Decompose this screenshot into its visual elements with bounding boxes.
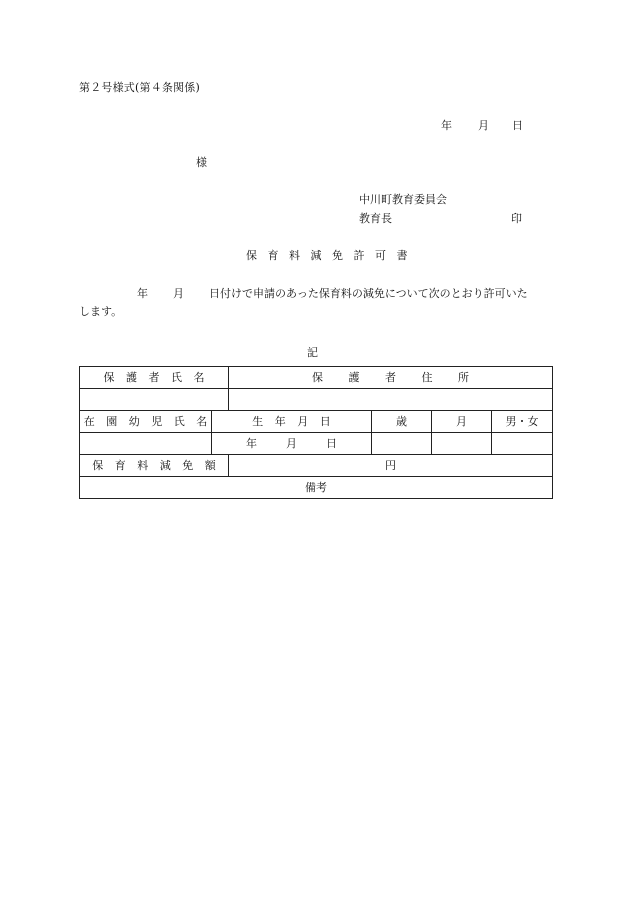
form-number: 第２号様式(第４条関係) [79,81,200,94]
guardian-address-header: 保 護 者 住 所 [229,367,553,389]
birthdate-field[interactable] [212,433,372,455]
body-text-line1: 日付けで申請のあった保育料の減免について次のとおり許可いた [209,287,528,300]
reduction-amount-field[interactable] [229,455,553,477]
permit-record-table [79,366,553,499]
age-years-header: 歳 [372,411,432,433]
birth-month-label: 月 [286,437,297,450]
table-row [80,367,553,389]
birth-day-label: 日 [326,437,337,450]
body-year-label: 年 [137,287,148,300]
birthdate-header: 生 年 月 日 [212,411,372,433]
child-name-header: 在 園 幼 児 氏 名 [80,411,212,433]
seal-mark: 印 [511,212,522,225]
age-months-field[interactable] [432,433,492,455]
table-row [80,411,553,433]
reduction-amount-header: 保 育 料 減 免 額 [80,455,229,477]
issue-date-day-label: 日 [512,119,523,132]
table-row [80,389,553,411]
issue-date-year-label: 年 [441,119,452,132]
table-row [80,433,553,455]
issue-date-month-label: 月 [478,119,489,132]
table-row [80,455,553,477]
guardian-name-field[interactable] [80,389,229,411]
body-text-line2: します。 [79,305,123,318]
age-years-field[interactable] [372,433,432,455]
sex-field[interactable] [492,433,553,455]
remarks-label: 備考 [305,481,327,494]
sex-header: 男・女 [492,411,553,433]
guardian-address-field[interactable] [229,389,553,411]
yen-unit: 円 [385,459,396,472]
guardian-name-header: 保 護 者 氏 名 [80,367,229,389]
table-row [80,477,553,499]
birth-year-label: 年 [246,437,257,450]
document-title: 保 育 料 減 免 許 可 書 [246,249,408,262]
addressee-suffix: 様 [196,156,207,169]
child-name-field[interactable] [80,433,212,455]
issuer-title: 教育長 [359,212,392,225]
remarks-field[interactable] [80,477,553,499]
age-months-header: 月 [432,411,492,433]
issuer-organization: 中川町教育委員会 [359,193,447,206]
body-month-label: 月 [173,287,184,300]
ki-heading: 記 [307,346,318,359]
